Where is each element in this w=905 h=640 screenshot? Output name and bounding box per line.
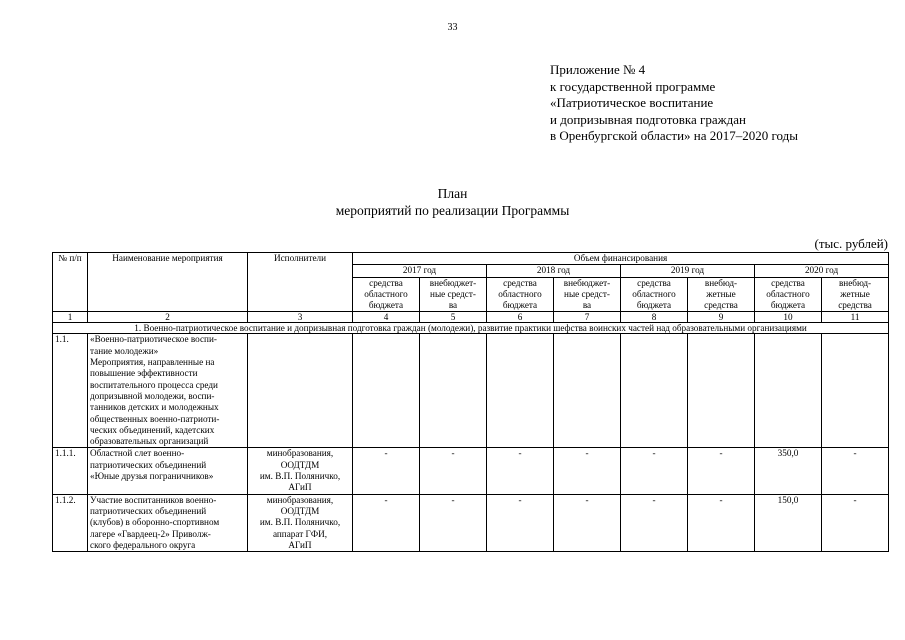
appendix-line: Приложение № 4 [550,62,646,77]
row-value: - [688,448,755,494]
row-executor-line: АГиП [288,482,312,493]
row-name-line: патриотических объединений [90,505,207,516]
table-row [53,448,889,494]
column-number: 9 [688,312,755,323]
row-value [353,334,420,448]
appendix-line: «Патриотическое воспитание [550,95,714,110]
row-name-line: тание молодежи» [90,345,159,356]
header-subcolumn-line: бюджета [368,300,404,311]
header-subcolumn-line: областного [766,288,810,299]
appendix-block [550,62,798,145]
row-value: - [353,494,420,551]
header-subcolumn [688,277,755,312]
plan-title-line2: мероприятий по реализации Программы [335,203,570,218]
row-executor-line: минобразования, [266,494,334,505]
row-value: - [822,494,889,551]
header-subcolumn-line: бюджета [636,300,672,311]
row-name-line: общественных военно-патриоти- [90,413,220,424]
row-name-line: повышение эффективности [90,368,198,379]
column-number: 7 [554,312,621,323]
column-number: 2 [88,312,248,323]
header-subcolumn-line: областного [364,288,408,299]
column-number: 11 [822,312,889,323]
header-subcolumn [353,277,420,312]
row-value [822,334,889,448]
header-name: Наименование мероприятия [88,253,248,312]
row-value: 150,0 [755,494,822,551]
row-number: 1.1. [53,334,88,448]
row-executor-line: аппарат ГФИ, [272,528,328,539]
header-subcolumn-line: средства [704,300,738,311]
appendix-line: к государственной программе [550,78,716,94]
row-name [88,448,248,494]
header-subcolumn-line: бюджета [502,300,538,311]
header-funding: Объем финансирования [353,253,889,265]
row-executor-line: минобразования, [266,448,334,459]
row-value: - [420,494,487,551]
row-value: - [353,448,420,494]
row-executor-line: ООДТДМ [280,459,320,470]
row-value: - [621,494,688,551]
header-subcolumn-line: областного [498,288,542,299]
plan-table [52,252,889,552]
section-heading: 1. Военно-патриотическое воспитание и допризывная подготовка граждан (молодежи), развитие практики шефства воинских частей над образовательными организациями [53,323,889,334]
header-subcolumn-line: внебюд- [704,277,738,288]
row-name-line: Областной слет военно- [90,448,185,459]
row-executors [248,334,353,448]
header-subcolumn [487,277,554,312]
row-name-line: «Юные друзья пограничников» [90,471,214,482]
plan-title [0,185,905,219]
row-name-line: допризывной молодежи, воспи- [90,390,215,401]
row-name-line: танников детских и молодежных [90,402,219,413]
row-value: - [487,494,554,551]
header-subcolumn [420,277,487,312]
row-value: - [688,494,755,551]
header-subcolumn-line: бюджета [770,300,806,311]
header-num: № п/п [53,253,88,312]
row-executors [248,494,353,551]
units-label: (тыс. рублей) [814,236,888,251]
row-value [554,334,621,448]
column-number: 4 [353,312,420,323]
header-subcolumn-line: средства [637,277,671,288]
header-subcolumn-line: жетные [840,288,870,299]
row-number: 1.1.1. [53,448,88,494]
row-value: - [487,448,554,494]
column-number: 6 [487,312,554,323]
header-subcolumn-line: жетные [706,288,736,299]
column-number: 8 [621,312,688,323]
header-year: 2018 год [487,265,621,277]
row-value: - [420,448,487,494]
row-executor-line: им. В.П. Поляничко, [259,517,341,528]
column-number: 3 [248,312,353,323]
table-row [53,494,889,551]
header-subcolumn-line: средства [838,300,872,311]
header-subcolumn-line: внебюджет- [563,277,611,288]
header-subcolumn-line: внебюд- [838,277,872,288]
column-number: 10 [755,312,822,323]
header-subcolumn-line: ные средст- [430,288,476,299]
row-executors [248,448,353,494]
row-name [88,334,248,448]
header-subcolumn [554,277,621,312]
row-name-line: образовательных организаций [90,436,209,447]
row-value: - [621,448,688,494]
row-value: 350,0 [755,448,822,494]
header-subcolumn [621,277,688,312]
row-name-line: «Военно-патриотическое воспи- [90,334,217,345]
row-value: - [554,448,621,494]
header-subcolumn-line: внебюджет- [429,277,477,288]
row-value [755,334,822,448]
header-subcolumn-line: областного [632,288,676,299]
row-value: - [554,494,621,551]
header-subcolumn-line: ные средст- [564,288,610,299]
header-subcolumn-line: средства [771,277,805,288]
plan-title-line1: План [437,186,468,201]
row-value [420,334,487,448]
row-executor-line: им. В.П. Поляничко, [259,471,341,482]
page-number: 33 [447,22,458,33]
header-subcolumn-line: ва [582,300,592,311]
row-value [688,334,755,448]
header-year: 2017 год [353,265,487,277]
row-name-line: ческих объединений, кадетских [90,424,215,435]
header-year: 2019 год [621,265,755,277]
row-name-line: патриотических объединений [90,459,207,470]
header-subcolumn-line: ва [448,300,458,311]
table-row [53,334,889,448]
row-value [487,334,554,448]
header-subcolumn [822,277,889,312]
row-name-line: ского федерального округа [90,539,196,550]
header-subcolumn [755,277,822,312]
row-value: - [822,448,889,494]
row-executor-line: АГиП [288,539,312,550]
row-name-line: лагере «Гвардеец-2» Приволж- [90,528,211,539]
header-year: 2020 год [755,265,889,277]
appendix-line: в Оренбургской области» на 2017–2020 годы [550,128,799,143]
column-number: 5 [420,312,487,323]
column-number: 1 [53,312,88,323]
row-value [621,334,688,448]
appendix-line: и допризывная подготовка граждан [550,111,746,127]
row-name-line: Мероприятия, направленные на [90,357,215,368]
header-subcolumn-line: средства [503,277,537,288]
header-subcolumn-line: средства [369,277,403,288]
header-executors: Исполнители [248,253,353,312]
row-number: 1.1.2. [53,494,88,551]
row-executor-line: ООДТДМ [280,505,320,516]
row-name [88,494,248,551]
row-name-line: (клубов) в оборонно-спортивном [90,517,220,528]
row-name-line: воспитательного процесса среди [90,379,218,390]
row-name-line: Участие воспитанников военно- [90,494,217,505]
